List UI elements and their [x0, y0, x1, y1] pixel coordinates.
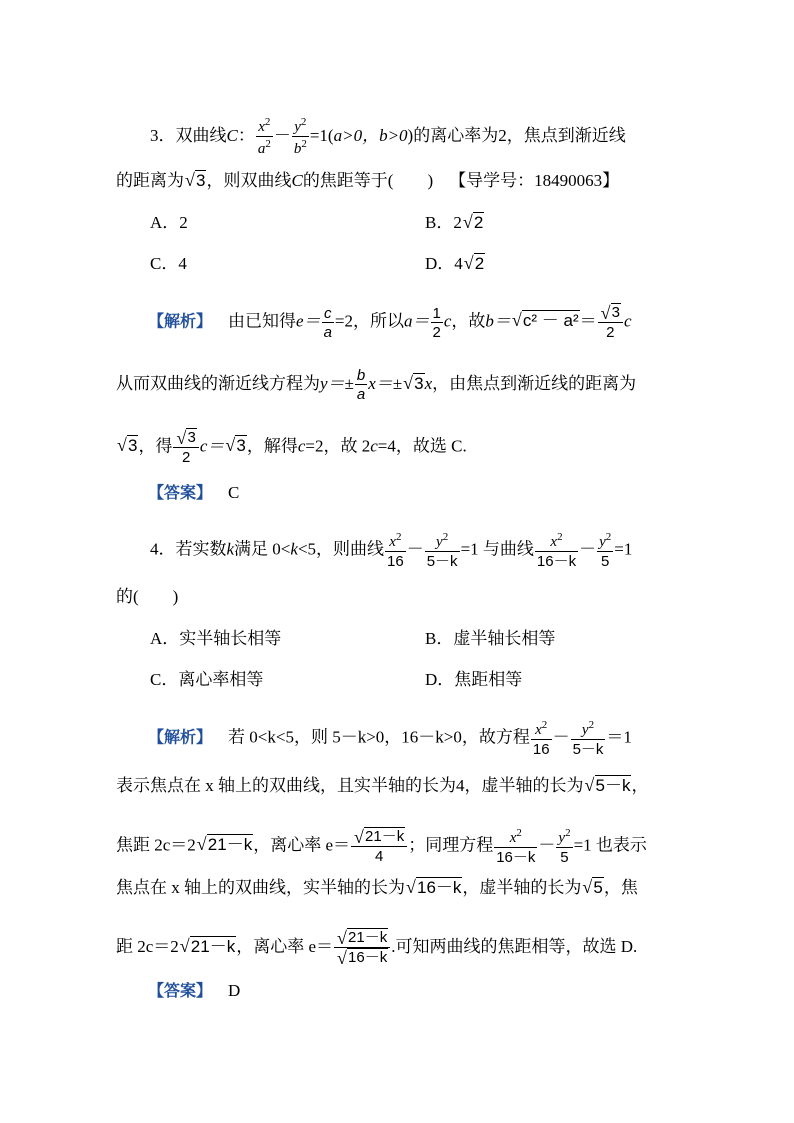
q3-analysis-line2: 从而双曲线的渐近线方程为y＝± $\frac{b}{a}$ x＝±√ 3x，由焦点到渐近线的距离为	[116, 368, 636, 402]
analysis-label: 【解析】	[148, 727, 213, 747]
answer-value: D	[228, 981, 241, 1000]
q4-stem-line1: 4．若实数k满足 0<k<5，则曲线 $\frac{x^2}{16}$ － $\frac{y^2}{5-k}$ =1 与曲线 $\frac{x^2}{16-k}$ － $\frac{y^2}{5}$ =1	[150, 531, 633, 570]
fraction-x2-a2: $\frac{x^2}{a^2}$	[257, 116, 271, 157]
q4-analysis-line4: 焦点在 x 轴上的双曲线，实半轴的长为√ 16－k，虚半轴的长为√ 5，焦	[116, 877, 638, 899]
q4-analysis-line1: 【解析】 若 0<k<5，则 5－k>0，16－k>0，故方程 $\frac{x^2}{16}$ － $\frac{y^2}{5-k}$ ＝1	[148, 719, 632, 758]
q3-analysis-line3: √ 3，得 √ $\frac{3}{2}$ c＝√ 3，解得c=2，故 2c=4，故选 C.	[116, 430, 467, 465]
q4-answer	[148, 980, 240, 1002]
question-number: 3	[150, 125, 159, 145]
q3-stem-line1: 3．双曲线C： $\frac{x^2}{a^2}$ － $\frac{y^2}{b^2}$ =1(a>0，b>0)的离心率为2，焦点到渐近线	[150, 116, 626, 157]
q3-answer	[148, 482, 239, 504]
q4-analysis-line2: 表示焦点在 x 轴上的双曲线，且实半轴的长为4，虚半轴的长为√ 5－k，	[116, 775, 648, 797]
sqrt-3: √ 3	[185, 170, 206, 192]
q4-option-a: A．实半轴长相等	[150, 629, 282, 648]
q4-stem-line2: 的( )	[116, 587, 179, 606]
q4-option-c: C．离心率相等	[150, 670, 264, 689]
q4-analysis-line3: 焦距 2c＝2√ 21－k，离心率 e＝ √ $\frac{21-k}{4}$ ；同理方程 $\frac{x^2}{16-k}$ － $\frac{y^2}{5}$ =1 也表示	[116, 828, 647, 865]
q3-option-c: C．4	[150, 254, 187, 273]
q3-option-b: B．2√ 2	[425, 212, 484, 234]
answer-value: C	[228, 483, 240, 502]
answer-label: 【答案】	[148, 483, 213, 502]
q3-option-a: A．2	[150, 213, 188, 232]
q4-analysis-line5: 距 2c＝2√ 21－k，离心率 e＝ √ 21－k √ 16－k .可知两曲线的焦距相等，故选 D.	[116, 930, 637, 966]
question-number: 4	[150, 539, 159, 559]
q3-stem-line2: 的距离为√ 3，则双曲线C的焦距等于( ) 【导学号：18490063】	[116, 170, 619, 192]
q4-option-d: D．焦距相等	[425, 670, 523, 689]
fraction-y2-b2: $\frac{y^2}{b^2}$	[293, 116, 307, 157]
analysis-label: 【解析】	[148, 311, 213, 331]
q3-option-d: D．4√ 2	[425, 253, 485, 275]
answer-label: 【答案】	[148, 981, 213, 1000]
q4-option-b: B．虚半轴长相等	[425, 629, 556, 648]
q3-analysis-line1: 【解析】 由已知得e＝ $\frac{c}{a}$ =2，所以a＝ $\frac{1}{2}$ c，故b＝√ c² － a²＝ √ $\frac{3}{2}$ c	[148, 305, 632, 340]
guide-number: 【导学号：18490063】	[449, 171, 620, 190]
